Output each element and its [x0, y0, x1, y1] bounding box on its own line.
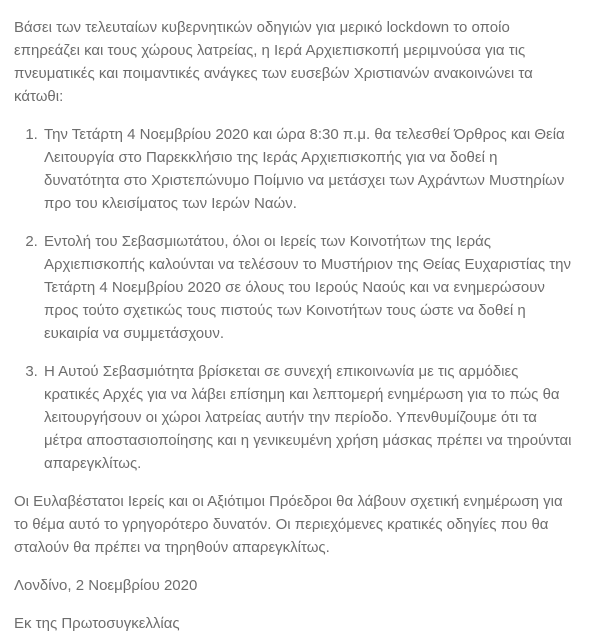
list-item-1: 1. Την Τετάρτη 4 Νοεμβρίου 2020 και ώρα 8:30 π.μ. θα τελεσθεί Όρθρος και Θεία Λειτουργία στο Παρεκκλήσιο της Ιεράς Αρχιεπισκοπής για να δοθεί η δυνατότητα στο Χριστεπώνυμο Ποίμνιο να μετάσχει των Αχράντων Μυστηρίων προ του κλεισίματος των Ιερών Ναών.	[42, 123, 576, 215]
list-item-2: 2. Εντολή του Σεβασμιωτάτου, όλοι οι Ιερείς των Κοινοτήτων της Ιεράς Αρχιεπισκοπής καλούνται να τελέσουν το Μυστήριον της Θείας Ευχαριστίας την Τετάρτη 4 Νοεμβρίου 2020 σε όλους του Ιερούς Ναούς και να ενημερώσουν προς τούτο σχετικώς τους πιστούς των Κοινοτήτων τους ώστε να δοθεί η ευκαιρία να συμμετάσχουν.	[42, 230, 576, 345]
dateline: Λονδίνο, 2 Νοεμβρίου 2020	[14, 577, 198, 594]
closing-paragraph: Οι Ευλαβέστατοι Ιερείς και οι Αξιότιμοι Πρόεδροι θα λάβουν σχετική ενημέρωση για το θέμα αυτό το γρηγορότερο δυνατόν. Οι περιεχόμενες κρατικές οδηγίες που θα σταλούν θα πρέπει να τηρηθούν απαρεγκλίτως.	[14, 493, 563, 556]
announcement-list	[14, 123, 576, 475]
list-item-3: 3. Η Αυτού Σεβασμιότητα βρίσκεται σε συνεχή επικοινωνία με τις αρμόδιες κρατικές Αρχές για να λάβει επίσημη και λεπτομερή ενημέρωση για το πώς θα λειτουργήσουν οι χώροι λατρείας αυτήν την περίοδο. Υπενθυμίζουμε ότι τα μέτρα αποστασιοποίησης και η γενικευμένη χρήση μάσκας πρέπει να τηρούνται απαρεγκλίτως.	[42, 360, 576, 475]
signature: Εκ της Πρωτοσυγκελλίας	[14, 615, 180, 632]
intro-paragraph: Βάσει των τελευταίων κυβερνητικών οδηγιών για μερικό lockdown το οποίο επηρεάζει και τους χώρους λατρείας, η Ιερά Αρχιεπισκοπή μεριμνούσα για τις πνευματικές και ποιμαντικές ανάγκες των ευσεβών Χριστιανών ανακοινώνει τα κάτωθι:	[14, 19, 533, 105]
